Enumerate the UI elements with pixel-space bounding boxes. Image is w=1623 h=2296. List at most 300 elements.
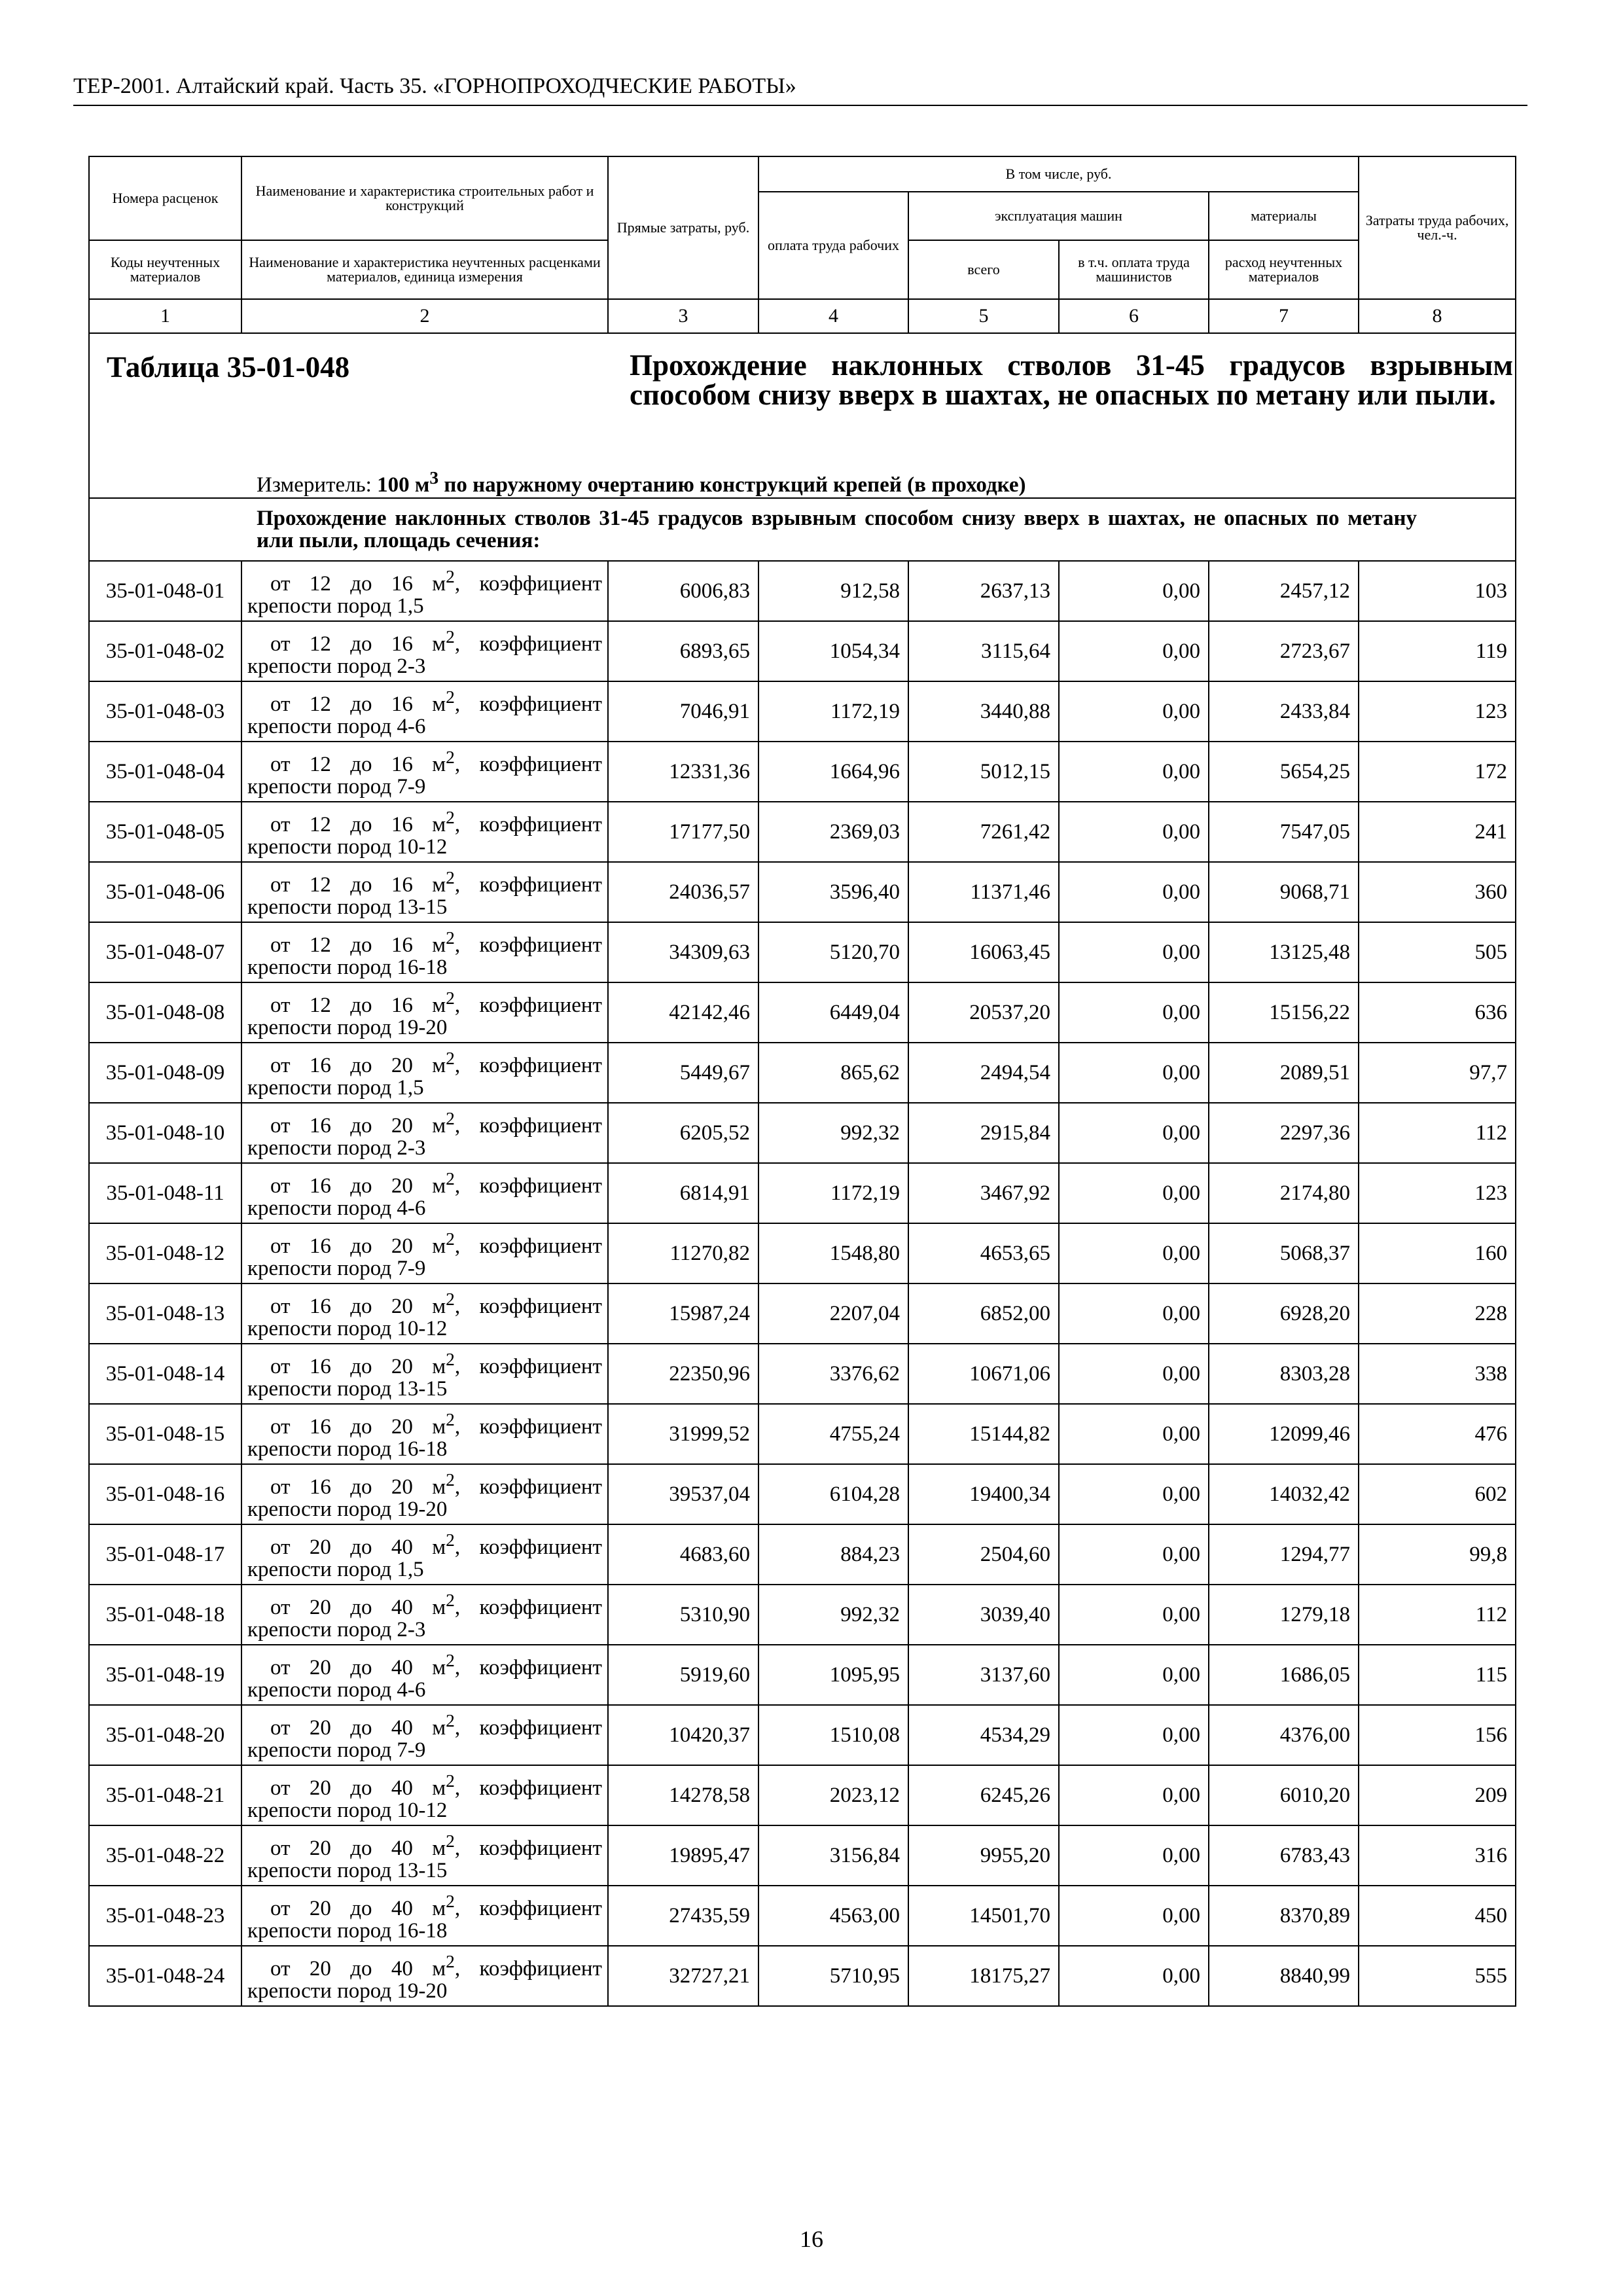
worker-wages-value: 5710,95 — [758, 1946, 908, 2006]
labor-costs-value: 99,8 — [1359, 1524, 1516, 1585]
table-row — [89, 1645, 1516, 1705]
labor-costs-value: 123 — [1359, 681, 1516, 742]
rate-code: 35-01-048-23 — [89, 1886, 241, 1946]
table-row — [89, 1886, 1516, 1946]
area-superscript: 2 — [446, 1168, 455, 1189]
page-number: 16 — [800, 2226, 823, 2252]
coefficient-label: , коэффициент — [454, 1535, 602, 1559]
section-range: от 16 до 20 м — [270, 1113, 446, 1138]
direct-costs-value: 39537,04 — [608, 1464, 758, 1524]
table-row — [89, 1464, 1516, 1524]
rate-code: 35-01-048-05 — [89, 802, 241, 862]
coefficient-label: , коэффициент — [454, 1595, 602, 1619]
materials-value: 1686,05 — [1209, 1645, 1359, 1705]
section-range: от 20 до 40 м — [270, 1776, 446, 1800]
rate-description — [241, 1283, 608, 1344]
section-range-line — [247, 1047, 602, 1077]
machine-total-value: 7261,42 — [908, 802, 1059, 862]
machine-total-value: 3039,40 — [908, 1585, 1059, 1645]
rate-code: 35-01-048-06 — [89, 862, 241, 922]
machinist-wages-value: 0,00 — [1059, 1344, 1209, 1404]
unit-description: по наружному очертанию конструкций крепей (в проходке) — [444, 473, 1026, 497]
machine-total-value: 2494,54 — [908, 1043, 1059, 1103]
rate-code: 35-01-048-18 — [89, 1585, 241, 1645]
rock-hardness: крепости пород 19-20 — [247, 1497, 448, 1521]
area-superscript: 2 — [446, 927, 455, 948]
header-material-codes: Коды неучтенных материалов — [89, 240, 241, 299]
area-superscript: 2 — [446, 565, 455, 586]
rate-code: 35-01-048-16 — [89, 1464, 241, 1524]
rock-hardness: крепости пород 10-12 — [247, 1316, 448, 1340]
machine-total-value: 3115,64 — [908, 621, 1059, 681]
materials-value: 8840,99 — [1209, 1946, 1359, 2006]
rock-hardness: крепости пород 13-15 — [247, 1858, 448, 1882]
worker-wages-value: 3156,84 — [758, 1825, 908, 1886]
rate-description — [241, 1043, 608, 1103]
table-row — [89, 922, 1516, 982]
rate-description — [241, 1645, 608, 1705]
machinist-wages-value: 0,00 — [1059, 1283, 1209, 1344]
table-row — [89, 1825, 1516, 1886]
rate-code: 35-01-048-24 — [89, 1946, 241, 2006]
rock-hardness: крепости пород 16-18 — [247, 955, 448, 979]
coefficient-label: , коэффициент — [454, 933, 602, 957]
section-range: от 16 до 20 м — [270, 1174, 446, 1198]
column-index: 6 — [1059, 299, 1209, 333]
machine-total-value: 3440,88 — [908, 681, 1059, 742]
section-range: от 16 до 20 м — [270, 1294, 446, 1318]
area-superscript: 2 — [446, 1107, 455, 1128]
coefficient-label: , коэффициент — [454, 1896, 602, 1920]
labor-costs-value: 97,7 — [1359, 1043, 1516, 1103]
header-materials: материалы — [1209, 192, 1359, 240]
materials-value: 7547,05 — [1209, 802, 1359, 862]
machinist-wages-value: 0,00 — [1059, 1825, 1209, 1886]
coefficient-label: , коэффициент — [454, 812, 602, 836]
materials-value: 5654,25 — [1209, 742, 1359, 802]
rate-description — [241, 1765, 608, 1825]
area-superscript: 2 — [446, 1890, 455, 1911]
unit-value: 100 м — [377, 473, 430, 497]
area-superscript: 2 — [446, 1950, 455, 1971]
section-range: от 20 до 40 м — [270, 1715, 446, 1740]
worker-wages-value: 5120,70 — [758, 922, 908, 982]
table-title: Прохождение наклонных стволов 31-45 градусов взрывным способом снизу вверх в шахтах, не опасных по метану или пыли. — [630, 349, 1513, 411]
rate-description — [241, 1344, 608, 1404]
section-range-line — [247, 565, 602, 595]
table-row — [89, 621, 1516, 681]
section-range-line — [247, 746, 602, 776]
machine-total-value: 5012,15 — [908, 742, 1059, 802]
section-range-line — [247, 1830, 602, 1859]
rate-description — [241, 1223, 608, 1283]
machinist-wages-value: 0,00 — [1059, 1103, 1209, 1163]
rate-description — [241, 1464, 608, 1524]
rock-hardness: крепости пород 7-9 — [247, 1256, 426, 1280]
labor-costs-value: 241 — [1359, 802, 1516, 862]
worker-wages-value: 1095,95 — [758, 1645, 908, 1705]
area-superscript: 2 — [446, 626, 455, 647]
column-index: 5 — [908, 299, 1059, 333]
table-row — [89, 862, 1516, 922]
rate-code: 35-01-048-11 — [89, 1163, 241, 1223]
coefficient-label: , коэффициент — [454, 1053, 602, 1077]
worker-wages-value: 1172,19 — [758, 681, 908, 742]
rate-code: 35-01-048-04 — [89, 742, 241, 802]
table-label: Таблица 35-01-048 — [107, 351, 350, 384]
section-range-line — [247, 1469, 602, 1498]
rate-code: 35-01-048-15 — [89, 1404, 241, 1464]
section-range: от 20 до 40 м — [270, 1535, 446, 1559]
area-superscript: 2 — [446, 1529, 455, 1550]
area-superscript: 2 — [446, 686, 455, 707]
rate-description — [241, 1585, 608, 1645]
area-superscript: 2 — [446, 1408, 455, 1429]
machinist-wages-value: 0,00 — [1059, 681, 1209, 742]
direct-costs-value: 17177,50 — [608, 802, 758, 862]
worker-wages-value: 1510,08 — [758, 1705, 908, 1765]
section-range: от 16 до 20 м — [270, 1053, 446, 1077]
machinist-wages-value: 0,00 — [1059, 1464, 1209, 1524]
direct-costs-value: 11270,82 — [608, 1223, 758, 1283]
direct-costs-value: 15987,24 — [608, 1283, 758, 1344]
direct-costs-value: 4683,60 — [608, 1524, 758, 1585]
direct-costs-value: 5310,90 — [608, 1585, 758, 1645]
table-row — [89, 1404, 1516, 1464]
machine-total-value: 19400,34 — [908, 1464, 1059, 1524]
rate-description — [241, 1886, 608, 1946]
machinist-wages-value: 0,00 — [1059, 982, 1209, 1043]
labor-costs-value: 119 — [1359, 621, 1516, 681]
coefficient-label: , коэффициент — [454, 1715, 602, 1740]
machinist-wages-value: 0,00 — [1059, 1404, 1209, 1464]
rock-hardness: крепости пород 1,5 — [247, 1075, 424, 1100]
coefficient-label: , коэффициент — [454, 1836, 602, 1860]
labor-costs-value: 123 — [1359, 1163, 1516, 1223]
labor-costs-value: 316 — [1359, 1825, 1516, 1886]
rate-code: 35-01-048-17 — [89, 1524, 241, 1585]
rock-hardness: крепости пород 4-6 — [247, 1677, 426, 1702]
header-worker-wages: оплата труда рабочих — [758, 192, 908, 299]
rock-hardness: крепости пород 10-12 — [247, 834, 448, 859]
rate-description — [241, 1404, 608, 1464]
worker-wages-value: 4755,24 — [758, 1404, 908, 1464]
labor-costs-value: 172 — [1359, 742, 1516, 802]
rate-description — [241, 621, 608, 681]
materials-value: 13125,48 — [1209, 922, 1359, 982]
machinist-wages-value: 0,00 — [1059, 1043, 1209, 1103]
machinist-wages-value: 0,00 — [1059, 1585, 1209, 1645]
rock-hardness: крепости пород 13-15 — [247, 895, 448, 919]
machine-total-value: 18175,27 — [908, 1946, 1059, 2006]
direct-costs-value: 7046,91 — [608, 681, 758, 742]
header-machinist-wages: в т.ч. оплата труда машинистов — [1059, 240, 1209, 299]
section-range-line — [247, 1770, 602, 1799]
direct-costs-value: 32727,21 — [608, 1946, 758, 2006]
area-superscript: 2 — [446, 1649, 455, 1670]
rate-code: 35-01-048-21 — [89, 1765, 241, 1825]
page-header: ТЕР-2001. Алтайский край. Часть 35. «ГОРНОПРОХОДЧЕСКИЕ РАБОТЫ» — [73, 73, 1527, 106]
column-index: 3 — [608, 299, 758, 333]
rate-code: 35-01-048-14 — [89, 1344, 241, 1404]
coefficient-label: , коэффициент — [454, 692, 602, 716]
labor-costs-value: 602 — [1359, 1464, 1516, 1524]
section-range-line — [247, 626, 602, 655]
section-range-line — [247, 1107, 602, 1137]
worker-wages-value: 865,62 — [758, 1043, 908, 1103]
machinist-wages-value: 0,00 — [1059, 1223, 1209, 1283]
machinist-wages-value: 0,00 — [1059, 1946, 1209, 2006]
rate-code: 35-01-048-19 — [89, 1645, 241, 1705]
machinist-wages-value: 0,00 — [1059, 1705, 1209, 1765]
area-superscript: 2 — [446, 1710, 455, 1731]
table-row — [89, 1283, 1516, 1344]
materials-value: 2174,80 — [1209, 1163, 1359, 1223]
machine-total-value: 2915,84 — [908, 1103, 1059, 1163]
materials-value: 8303,28 — [1209, 1344, 1359, 1404]
rate-code: 35-01-048-12 — [89, 1223, 241, 1283]
table-row — [89, 742, 1516, 802]
worker-wages-value: 884,23 — [758, 1524, 908, 1585]
direct-costs-value: 14278,58 — [608, 1765, 758, 1825]
rate-description — [241, 742, 608, 802]
section-range: от 12 до 16 м — [270, 933, 446, 957]
worker-wages-value: 3596,40 — [758, 862, 908, 922]
machinist-wages-value: 0,00 — [1059, 742, 1209, 802]
table-row — [89, 982, 1516, 1043]
machine-total-value: 11371,46 — [908, 862, 1059, 922]
rock-hardness: крепости пород 19-20 — [247, 1015, 448, 1039]
materials-value: 6928,20 — [1209, 1283, 1359, 1344]
machinist-wages-value: 0,00 — [1059, 1886, 1209, 1946]
machinist-wages-value: 0,00 — [1059, 1765, 1209, 1825]
machinist-wages-value: 0,00 — [1059, 621, 1209, 681]
column-index: 8 — [1359, 299, 1516, 333]
rock-hardness: крепости пород 16-18 — [247, 1437, 448, 1461]
machine-total-value: 20537,20 — [908, 982, 1059, 1043]
unit-of-measure — [257, 465, 1026, 498]
coefficient-label: , коэффициент — [454, 1776, 602, 1800]
table-row — [89, 1765, 1516, 1825]
rate-description — [241, 1705, 608, 1765]
rate-code: 35-01-048-01 — [89, 561, 241, 621]
table-row — [89, 1103, 1516, 1163]
direct-costs-value: 42142,46 — [608, 982, 758, 1043]
section-range: от 20 до 40 м — [270, 1896, 446, 1920]
section-range: от 20 до 40 м — [270, 1595, 446, 1619]
header-machine-total: всего — [908, 240, 1059, 299]
area-superscript: 2 — [446, 1047, 455, 1068]
rate-code: 35-01-048-09 — [89, 1043, 241, 1103]
area-superscript: 2 — [446, 1348, 455, 1369]
machinist-wages-value: 0,00 — [1059, 922, 1209, 982]
area-superscript: 2 — [446, 1469, 455, 1490]
rate-description — [241, 802, 608, 862]
coefficient-label: , коэффициент — [454, 1956, 602, 1981]
labor-costs-value: 209 — [1359, 1765, 1516, 1825]
materials-value: 6783,43 — [1209, 1825, 1359, 1886]
rates-table — [88, 156, 1516, 2007]
worker-wages-value: 1054,34 — [758, 621, 908, 681]
worker-wages-value: 1172,19 — [758, 1163, 908, 1223]
direct-costs-value: 19895,47 — [608, 1825, 758, 1886]
table-row — [89, 1524, 1516, 1585]
labor-costs-value: 112 — [1359, 1103, 1516, 1163]
table-row — [89, 561, 1516, 621]
section-subheading: Прохождение наклонных стволов 31-45 градусов взрывным способом снизу вверх в шахтах, не опасных по метану или пыли, площадь сечения: — [89, 498, 1516, 561]
header-rate-numbers: Номера расценок — [89, 156, 241, 240]
coefficient-label: , коэффициент — [454, 1174, 602, 1198]
area-superscript: 2 — [446, 746, 455, 767]
worker-wages-value: 2023,12 — [758, 1765, 908, 1825]
section-range-line — [247, 1168, 602, 1197]
section-range-line — [247, 1950, 602, 1980]
section-range: от 12 до 16 м — [270, 571, 446, 596]
labor-costs-value: 360 — [1359, 862, 1516, 922]
section-range: от 12 до 16 м — [270, 872, 446, 897]
direct-costs-value: 12331,36 — [608, 742, 758, 802]
table-row — [89, 802, 1516, 862]
rate-code: 35-01-048-08 — [89, 982, 241, 1043]
machinist-wages-value: 0,00 — [1059, 862, 1209, 922]
machine-total-value: 6245,26 — [908, 1765, 1059, 1825]
header-in-total: В том числе, руб. — [758, 156, 1359, 192]
worker-wages-value: 2207,04 — [758, 1283, 908, 1344]
rate-description — [241, 1524, 608, 1585]
section-range: от 16 до 20 м — [270, 1354, 446, 1378]
rate-description — [241, 1163, 608, 1223]
direct-costs-value: 22350,96 — [608, 1344, 758, 1404]
machine-total-value: 3137,60 — [908, 1645, 1059, 1705]
labor-costs-value: 156 — [1359, 1705, 1516, 1765]
rate-description — [241, 1946, 608, 2006]
machine-total-value: 9955,20 — [908, 1825, 1059, 1886]
section-range-line — [247, 927, 602, 956]
labor-costs-value: 450 — [1359, 1886, 1516, 1946]
section-range: от 16 до 20 м — [270, 1414, 446, 1439]
machine-total-value: 4534,29 — [908, 1705, 1059, 1765]
unit-superscript: 3 — [429, 467, 439, 488]
materials-value: 2089,51 — [1209, 1043, 1359, 1103]
rock-hardness: крепости пород 2-3 — [247, 1136, 426, 1160]
rock-hardness: крепости пород 1,5 — [247, 594, 424, 618]
labor-costs-value: 636 — [1359, 982, 1516, 1043]
worker-wages-value: 6104,28 — [758, 1464, 908, 1524]
machine-total-value: 16063,45 — [908, 922, 1059, 982]
direct-costs-value: 5449,67 — [608, 1043, 758, 1103]
coefficient-label: , коэффициент — [454, 1414, 602, 1439]
direct-costs-value: 6893,65 — [608, 621, 758, 681]
section-range-line — [247, 1649, 602, 1679]
direct-costs-value: 27435,59 — [608, 1886, 758, 1946]
materials-value: 4376,00 — [1209, 1705, 1359, 1765]
labor-costs-value: 103 — [1359, 561, 1516, 621]
area-superscript: 2 — [446, 806, 455, 827]
section-range-line — [247, 1348, 602, 1378]
machine-total-value: 14501,70 — [908, 1886, 1059, 1946]
area-superscript: 2 — [446, 987, 455, 1008]
header-material-names: Наименование и характеристика неучтенных расценками материалов, единица измерения — [241, 240, 608, 299]
worker-wages-value: 6449,04 — [758, 982, 908, 1043]
materials-value: 9068,71 — [1209, 862, 1359, 922]
rate-code: 35-01-048-03 — [89, 681, 241, 742]
section-range: от 12 до 16 м — [270, 692, 446, 716]
coefficient-label: , коэффициент — [454, 1354, 602, 1378]
materials-value: 12099,46 — [1209, 1404, 1359, 1464]
rate-code: 35-01-048-13 — [89, 1283, 241, 1344]
rate-code: 35-01-048-02 — [89, 621, 241, 681]
rock-hardness: крепости пород 1,5 — [247, 1557, 424, 1581]
column-index: 1 — [89, 299, 241, 333]
column-index: 7 — [1209, 299, 1359, 333]
worker-wages-value: 3376,62 — [758, 1344, 908, 1404]
coefficient-label: , коэффициент — [454, 1234, 602, 1258]
unit-prefix: Измеритель: — [257, 473, 372, 497]
area-superscript: 2 — [446, 1589, 455, 1610]
rock-hardness: крепости пород 4-6 — [247, 1196, 426, 1220]
materials-value: 1279,18 — [1209, 1585, 1359, 1645]
materials-value: 1294,77 — [1209, 1524, 1359, 1585]
machine-total-value: 6852,00 — [908, 1283, 1059, 1344]
table-row — [89, 681, 1516, 742]
section-range: от 12 до 16 м — [270, 993, 446, 1017]
direct-costs-value: 5919,60 — [608, 1645, 758, 1705]
section-range-line — [247, 806, 602, 836]
section-range: от 16 до 20 м — [270, 1234, 446, 1258]
rock-hardness: крепости пород 2-3 — [247, 1617, 426, 1641]
rock-hardness: крепости пород 7-9 — [247, 774, 426, 798]
worker-wages-value: 1664,96 — [758, 742, 908, 802]
coefficient-label: , коэффициент — [454, 1655, 602, 1679]
section-range: от 16 до 20 м — [270, 1475, 446, 1499]
section-range: от 12 до 16 м — [270, 752, 446, 776]
direct-costs-value: 34309,63 — [608, 922, 758, 982]
section-range: от 20 до 40 м — [270, 1655, 446, 1679]
rate-code: 35-01-048-07 — [89, 922, 241, 982]
header-labor-costs: Затраты труда рабочих, чел.-ч. — [1359, 156, 1516, 299]
labor-costs-value: 112 — [1359, 1585, 1516, 1645]
rate-code: 35-01-048-22 — [89, 1825, 241, 1886]
materials-value: 8370,89 — [1209, 1886, 1359, 1946]
header-material-consumption: расход неучтенных материалов — [1209, 240, 1359, 299]
rate-description — [241, 1825, 608, 1886]
section-range-line — [247, 686, 602, 715]
materials-value: 6010,20 — [1209, 1765, 1359, 1825]
direct-costs-value: 10420,37 — [608, 1705, 758, 1765]
machine-total-value: 2504,60 — [908, 1524, 1059, 1585]
area-superscript: 2 — [446, 1228, 455, 1249]
materials-value: 2297,36 — [1209, 1103, 1359, 1163]
rock-hardness: крепости пород 10-12 — [247, 1798, 448, 1822]
table-title-block — [89, 333, 1516, 498]
table-row — [89, 1585, 1516, 1645]
direct-costs-value: 31999,52 — [608, 1404, 758, 1464]
section-range: от 20 до 40 м — [270, 1836, 446, 1860]
section-range-line — [247, 1890, 602, 1920]
header-work-name: Наименование и характеристика строительных работ и конструкций — [241, 156, 608, 240]
coefficient-label: , коэффициент — [454, 872, 602, 897]
worker-wages-value: 1548,80 — [758, 1223, 908, 1283]
section-range-line — [247, 1710, 602, 1739]
labor-costs-value: 555 — [1359, 1946, 1516, 2006]
section-range: от 12 до 16 м — [270, 812, 446, 836]
direct-costs-value: 6006,83 — [608, 561, 758, 621]
machine-total-value: 15144,82 — [908, 1404, 1059, 1464]
coefficient-label: , коэффициент — [454, 1113, 602, 1138]
machinist-wages-value: 0,00 — [1059, 1645, 1209, 1705]
area-superscript: 2 — [446, 867, 455, 888]
table-row — [89, 1946, 1516, 2006]
